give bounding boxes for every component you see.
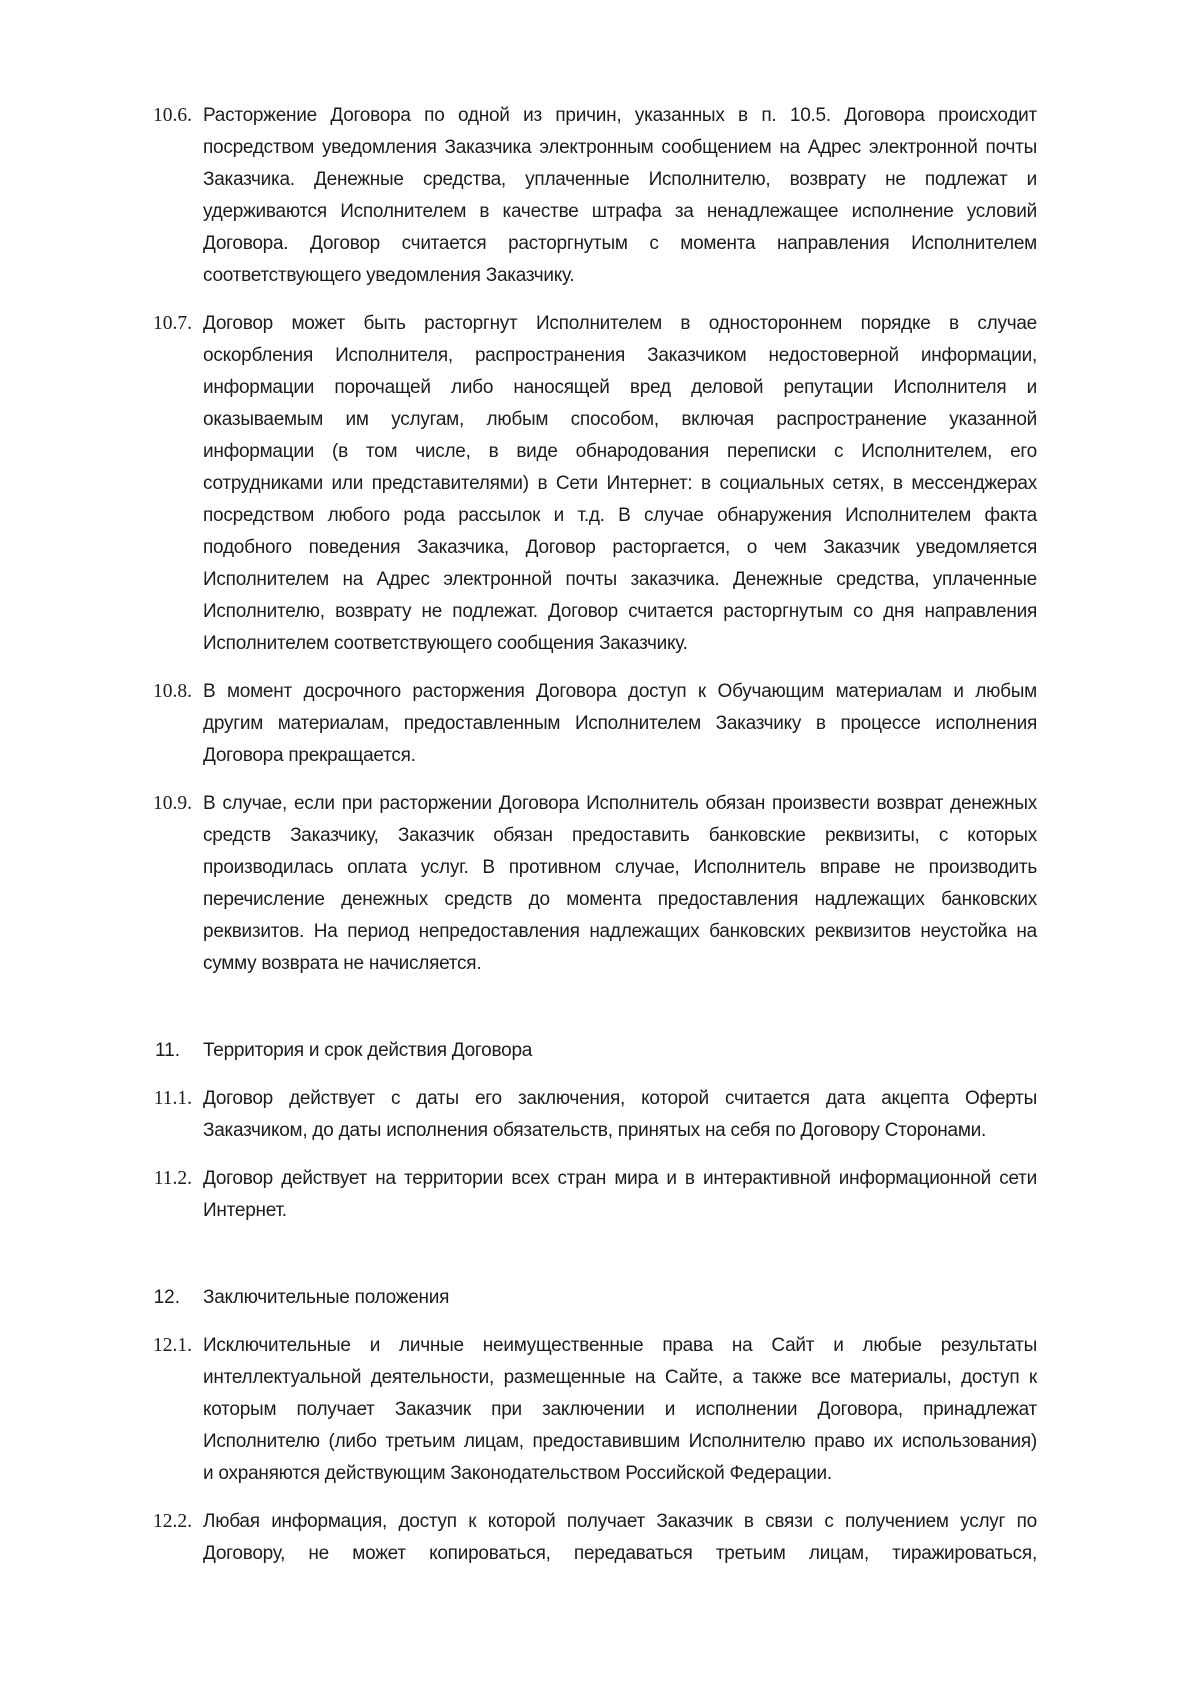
- clause-text: [203, 100, 1037, 292]
- clause-text: [203, 788, 1037, 980]
- clause-12.2: [153, 1506, 1037, 1570]
- item-number: 10.8.: [153, 681, 192, 702]
- text-line: сумму возврата не начисляется.: [203, 953, 482, 974]
- clause-text: [203, 1506, 1037, 1570]
- text-line: информации (в том числе, в виде обнародования переписки с Исполнителем, его: [203, 441, 1037, 462]
- item-number: 12.: [153, 1287, 180, 1308]
- clause-text: [203, 1163, 1037, 1227]
- item-number: 12.2.: [153, 1511, 192, 1532]
- clause-text: [203, 676, 1037, 772]
- clause-text: [203, 1083, 1037, 1147]
- item-number: 10.9.: [153, 793, 192, 814]
- text-line: Исполнителю, возврату не подлежат. Договор считается расторгнутым со дня направления: [203, 601, 1037, 622]
- text-line: Договор может быть расторгнут Исполнителем в одностороннем порядке в случае: [203, 313, 1037, 334]
- text-line: Заключительные положения: [203, 1287, 450, 1308]
- item-number: 10.6.: [153, 105, 192, 126]
- text-line: информации порочащей либо наносящей вред деловой репутации Исполнителя и: [203, 377, 1037, 398]
- text-line: интеллектуальной деятельности, размещенные на Сайте, а также все материалы, доступ к: [203, 1367, 1037, 1388]
- text-line: Интернет.: [203, 1200, 287, 1221]
- text-line: оскорбления Исполнителя, распространения Заказчиком недостоверной информации,: [203, 345, 1037, 366]
- clause-11.2: [153, 1163, 1037, 1227]
- text-line: перечисление денежных средств до момента предоставления надлежащих банковских: [203, 889, 1037, 910]
- text-line: удерживаются Исполнителем в качестве штрафа за ненадлежащее исполнение условий: [203, 201, 1037, 222]
- text-line: Договора прекращается.: [203, 745, 416, 766]
- text-line: производилась оплата услуг. В противном случае, Исполнитель вправе не производить: [203, 857, 1037, 878]
- clause-12.1: [153, 1330, 1037, 1490]
- clause-text: [203, 308, 1037, 660]
- text-line: Исключительные и личные неимущественные права на Сайт и любые результаты: [203, 1335, 1037, 1356]
- section-heading-12: [153, 1282, 1037, 1314]
- item-number: 11.: [154, 1040, 180, 1061]
- section-heading-11: [154, 1035, 1037, 1067]
- text-line: В случае, если при расторжении Договора Исполнитель обязан произвести возврат денежных: [203, 793, 1037, 814]
- text-line: соответствующего уведомления Заказчику.: [203, 265, 575, 286]
- document-content: [153, 100, 1037, 1586]
- text-line: другим материалам, предоставленным Исполнителем Заказчику в процессе исполнения: [203, 713, 1037, 734]
- text-line: сотрудниками или представителями) в Сети Интернет: в социальных сетях, в мессенджерах: [203, 473, 1037, 494]
- clause-10.6: [153, 100, 1037, 292]
- text-line: Заказчика. Денежные средства, уплаченные Исполнителю, возврату не подлежат и: [203, 169, 1037, 190]
- text-line: которым получает Заказчик при заключении и исполнении Договора, принадлежат: [203, 1399, 1037, 1420]
- text-line: Исполнителю (либо третьим лицам, предоставившим Исполнителю право их использования): [203, 1431, 1037, 1452]
- section-title: [203, 1282, 1037, 1314]
- text-line: и охраняются действующим Законодательством Российской Федерации.: [203, 1463, 832, 1484]
- clause-10.8: [153, 676, 1037, 772]
- item-number: 12.1.: [153, 1335, 192, 1356]
- text-line: Любая информация, доступ к которой получает Заказчик в связи с получением услуг по: [203, 1511, 1037, 1532]
- clause-text: [203, 1330, 1037, 1490]
- clause-11.1: [153, 1083, 1037, 1147]
- text-line: Исполнителем на Адрес электронной почты заказчика. Денежные средства, уплаченные: [203, 569, 1037, 590]
- text-line: посредством любого рода рассылок и т.д. В случае обнаружения Исполнителем факта: [203, 505, 1037, 526]
- text-line: В момент досрочного расторжения Договора доступ к Обучающим материалам и любым: [203, 681, 1037, 702]
- text-line: Договор действует на территории всех стран мира и в интерактивной информационной сети: [203, 1168, 1037, 1189]
- item-number: 11.2.: [153, 1168, 192, 1189]
- text-line: средств Заказчику, Заказчик обязан предоставить банковские реквизиты, с которых: [203, 825, 1037, 846]
- text-line: Договора. Договор считается расторгнутым с момента направления Исполнителем: [203, 233, 1037, 254]
- text-line: посредством уведомления Заказчика электронным сообщением на Адрес электронной почты: [203, 137, 1037, 158]
- text-line: Заказчиком, до даты исполнения обязательств, принятых на себя по Договору Сторонами.: [203, 1120, 987, 1141]
- text-line: подобного поведения Заказчика, Договор расторгается, о чем Заказчик уведомляется: [203, 537, 1037, 558]
- text-line: Территория и срок действия Договора: [203, 1040, 533, 1061]
- text-line: Расторжение Договора по одной из причин, указанных в п. 10.5. Договора происходит: [203, 105, 1037, 126]
- section-title: [203, 1035, 1037, 1067]
- text-line: оказываемым им услугам, любым способом, включая распространение указанной: [203, 409, 1037, 430]
- item-number: 11.1.: [153, 1088, 192, 1109]
- item-number: 10.7.: [153, 313, 192, 334]
- clause-10.9: [153, 788, 1037, 980]
- text-line: реквизитов. На период непредоставления надлежащих банковских реквизитов неустойка на: [203, 921, 1037, 942]
- text-line: Договору, не может копироваться, передаваться третьим лицам, тиражироваться,: [203, 1543, 1037, 1564]
- text-line: Исполнителем соответствующего сообщения Заказчику.: [203, 633, 688, 654]
- text-line: Договор действует с даты его заключения, которой считается дата акцепта Оферты: [203, 1088, 1037, 1109]
- clause-10.7: [153, 308, 1037, 660]
